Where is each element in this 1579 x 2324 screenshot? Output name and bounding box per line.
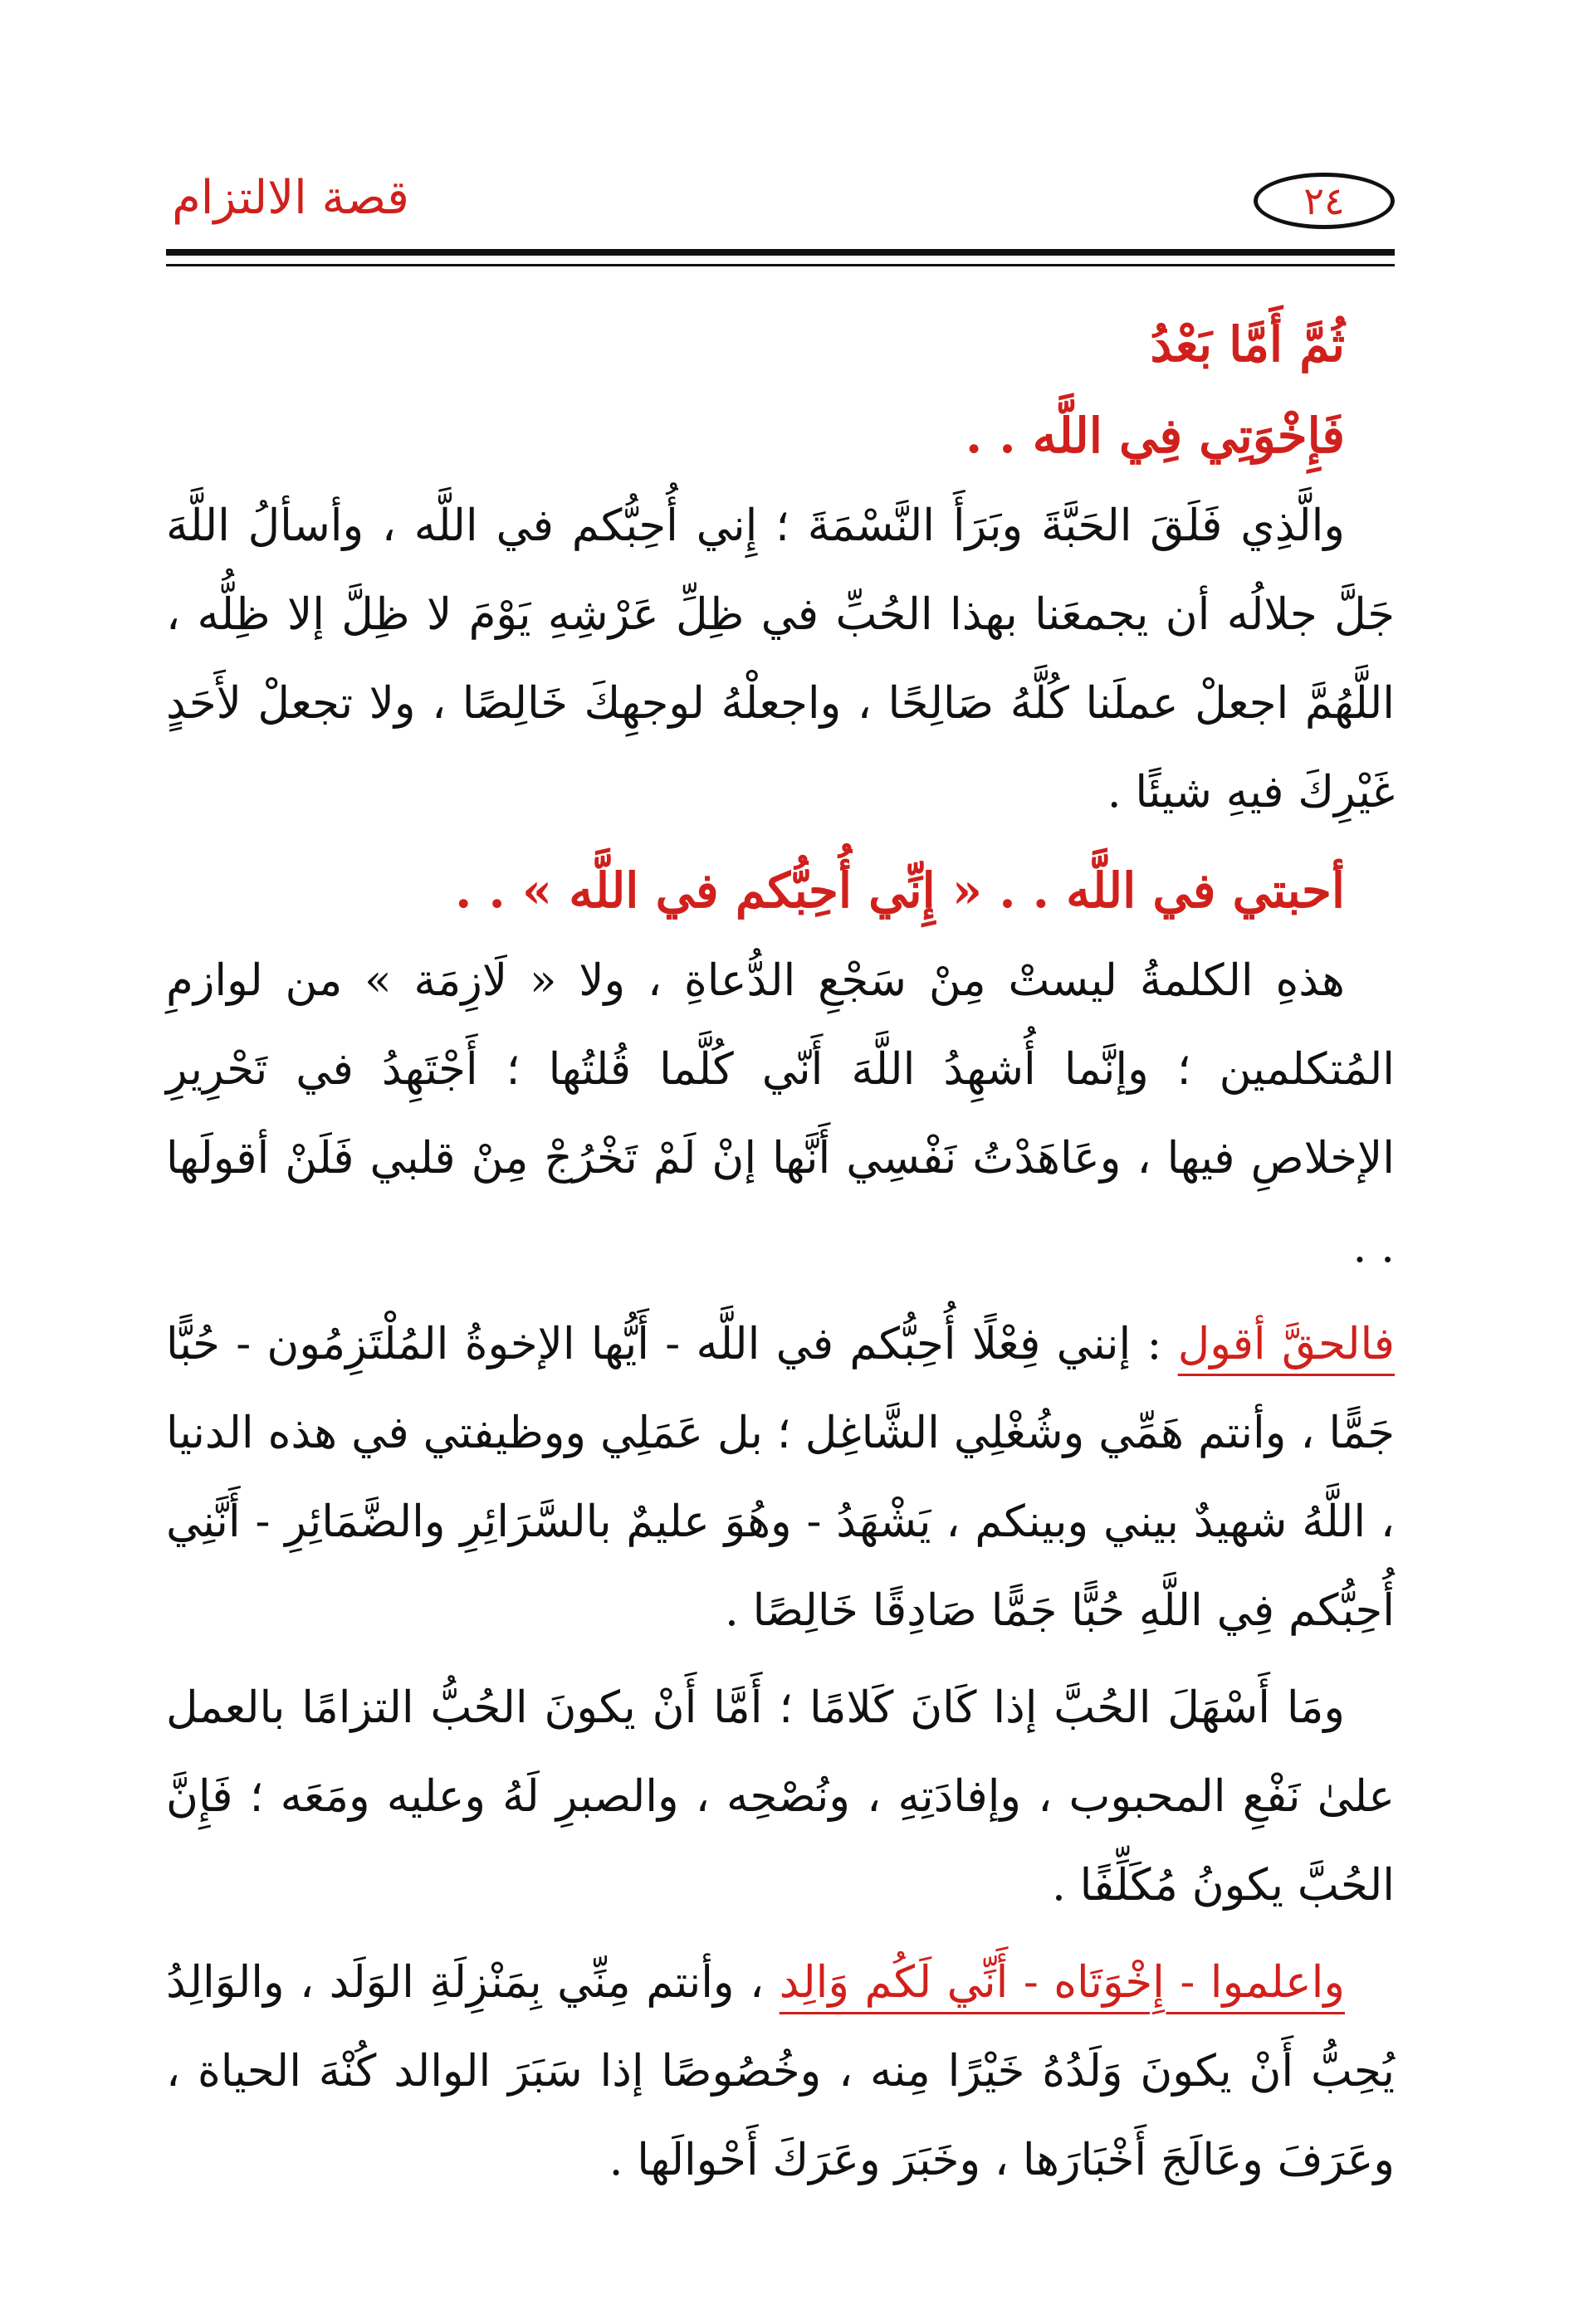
truth-body: : إنني فِعْلًا أُحِبُّكم في اللَّه - أَيُّها الإخوةُ المُلْتَزِمُون - حُبًّا جَمًّا ، وأنتم هَمِّي وشُغْلِي الشَّاغِل ؛ بل عَمَلِي ووظيفتي في هذه الدنيا ، اللَّهُ شهيدٌ بيني وبينكم ، يَشْهَدُ - وهُوَ عليمٌ بالسَّرَائِرِ والضَّمَائِرِ - أَنَّنِي أُحِبُّكم فِي اللَّهِ حُبًّا جَمًّا صَادِقًا خَالِصًا . (166, 1319, 1395, 1636)
paragraph-oath: والَّذِي فَلَقَ الحَبَّةَ وبَرَأَ النَّسْمَةَ ؛ إِني أُحِبُّكم في اللَّه ، وأسألُ اللَّهَ جَلَّ جلالُه أن يجمعَنا بهذا الحُبِّ في ظِلِّ عَرْشِهِ يَوْمَ لا ظِلَّ إلا ظِلُّه ، اللَّهُمَّ اجعلْ عملَنا كُلَّهُ صَالِحًا ، واجعلْهُ لوجهِكَ خَالِصًا ، ولا تجعلْ لأَحَدٍ غَيْرِكَ فيهِ شيئًا . (166, 500, 1395, 818)
heading-brothers: فَإِخْوَتِي فِي اللَّه . . (965, 408, 1345, 464)
paragraph-word: هذهِ الكلمةُ ليستْ مِنْ سَجْعِ الدُّعاةِ ، ولا « لَازِمَة » من لوازمِ المُتكلمين ؛ وإنَّما أُشهِدُ اللَّهَ أَنّي كُلَّما قُلتُها ؛ أَجْتَهِدُ في تَحْرِيرِ الإخلاصِ فيها ، وعَاهَدْتُ نَفْسِي أَنَّها إنْ لَمْ تَخْرُجْ مِنْ قلبي فَلَنْ أقولَها . . (166, 955, 1395, 1272)
header-rule-thin (166, 264, 1395, 266)
father-body: ، وأنتم مِنِّي بِمَنْزِلَةِ الوَلَد ، والوَالِدُ يُحِبُّ أَنْ يكونَ وَلَدُهُ خَيْرًا مِنه ، وخُصُوصًا إذا سَبَرَ الوالد كُنْهَ الحياة ، وعَرَفَ وعَالَجَ أَخْبَارَها ، وخَبَرَ وعَرَكَ أَحْوالَها . (166, 1957, 1395, 2185)
paragraph-truth (166, 1300, 1395, 1655)
truth-lead: فالحقَّ أقول (1177, 1319, 1396, 1370)
page-header (166, 156, 1395, 247)
heading-then: ثُمَّ أَمَّا بَعْدُ (1150, 316, 1345, 373)
header-rule-thick (166, 249, 1395, 256)
father-lead: واعلموا - إِخْوَتَاه - أَنِّي لَكُم وَالِد (779, 1957, 1345, 2008)
paragraph-father (166, 1938, 1395, 2204)
paragraph-love: ومَا أَسْهَلَ الحُبَّ إذا كَانَ كَلامًا ؛ أَمَّا أَنْ يكونَ الحُبُّ التزامًا بالعمل علىٰ نَفْعِ المحبوب ، وإفادَتِهِ ، ونُصْحِه ، والصبرِ لَهُ وعليه ومَعَه ؛ فَإِنَّ الحُبَّ يكونُ مُكَلِّفًا . (166, 1682, 1395, 1911)
heading-beloved: أحبتي في اللَّه . . « إِنِّي أُحِبُّكم في اللَّه » . . (455, 862, 1345, 919)
book-title: قصة الالتزام (172, 171, 409, 225)
page-number: ٢٤ (1254, 173, 1395, 229)
body-text (166, 299, 1395, 2213)
